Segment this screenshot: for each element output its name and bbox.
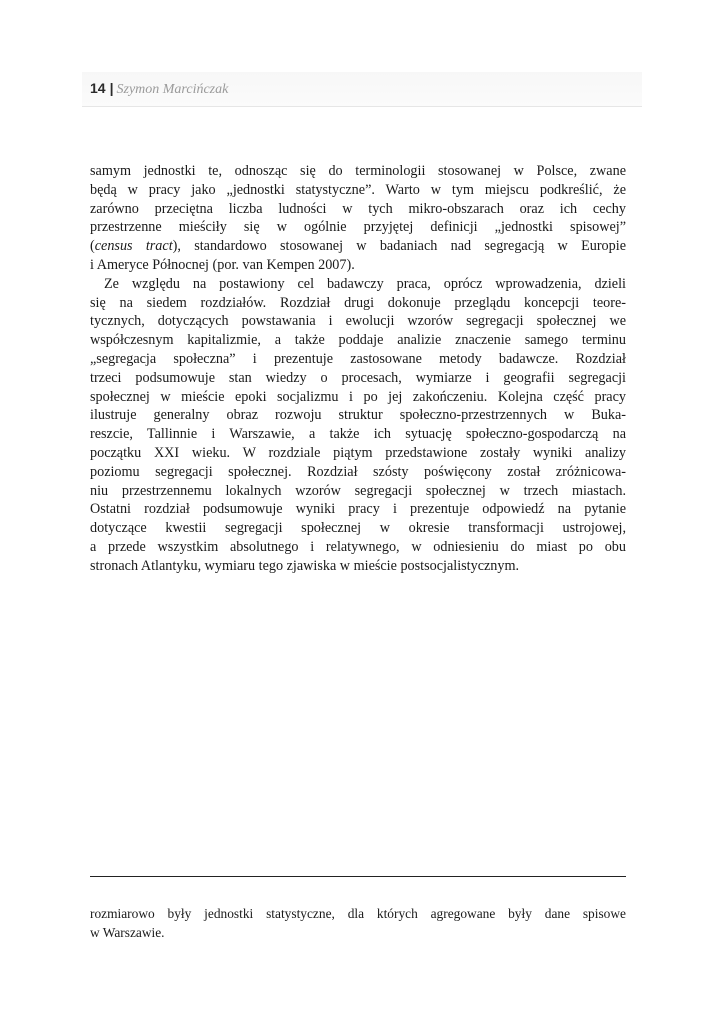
- text-line: Ze względu na postawiony cel badawczy praca, oprócz wprowadzenia, dzieli: [104, 275, 626, 292]
- text-line: a przede wszystkim absolutnego i relatywnego, w odniesieniu do miast po obu: [90, 538, 626, 555]
- running-header: [82, 72, 642, 107]
- text-line: początku XXI wieku. W rozdziale piątym przedstawione zostały wyniki analizy: [90, 444, 626, 461]
- header-author: Szymon Marcińczak: [116, 82, 229, 97]
- page-number: 14: [90, 80, 106, 96]
- text-line: samym jednostki te, odnosząc się do terminologii stosowanej w Polsce, zwane: [90, 163, 626, 179]
- footnote-rule: [90, 876, 626, 877]
- text-line: zarówno przeciętna liczba ludności w tych mikro-obszarach oraz ich cechy: [90, 200, 626, 217]
- text-line: ilustruje generalny obraz rozwoju struktur społeczno-przestrzennych w Buka-: [90, 407, 626, 424]
- text-line: trzeci podsumowuje stan wiedzy o procesach, wymiarze i geografii segregacji: [90, 369, 626, 386]
- main-text: [90, 162, 626, 576]
- text-line: współczesnym kapitalizmie, a także poddaje analizie znaczenie samego terminu: [90, 332, 626, 349]
- footnote-line: rozmiarowo były jednostki statystyczne, dla których agregowane były dane spisowe: [90, 906, 626, 921]
- header-separator: |: [109, 80, 114, 96]
- italic-term: census tract: [94, 238, 173, 255]
- text-line: niu przestrzennemu lokalnych wzorów segregacji społecznej w trzech miastach.: [90, 482, 626, 499]
- text-line: stronach Atlantyku, wymiaru tego zjawiska w mieście postsocjalistycznym.: [90, 557, 520, 574]
- text-line: reszcie, Tallinnie i Warszawie, a także ich sytuację społeczno-gospodarczą na: [90, 426, 626, 443]
- text-line: Ostatni rozdział podsumowuje wyniki pracy i prezentuje odpowiedź na pytanie: [90, 501, 626, 518]
- header-text: [90, 80, 228, 98]
- text-line-census-tract: (census tract), standardowo stosowanej w badaniach nad segregacją w Europie: [90, 238, 626, 255]
- footnote: [90, 905, 626, 943]
- text-line: dotyczące kwestii segregacji społecznej w okresie transformacji ustrojowej,: [90, 520, 626, 537]
- text-line: przestrzenne mieściły się w ogólnie przyjętej definicji „jednostki spisowej”: [90, 219, 626, 236]
- text-line: się na siedem rozdziałów. Rozdział drugi dokonuje przeglądu koncepcji teore-: [90, 294, 626, 311]
- text-line: poziomu segregacji społecznej. Rozdział szósty poświęcony został zróżnicowa-: [90, 463, 626, 480]
- text-line: i Ameryce Północnej (por. van Kempen 2007).: [90, 256, 355, 273]
- text-line: tycznych, dotyczących powstawania i ewolucji wzorów segregacji społecznej we: [90, 313, 626, 330]
- footnote-line: w Warszawie.: [90, 924, 165, 940]
- text-line: społecznej w mieście epoki socjalizmu i po jej zakończeniu. Kolejna część pracy: [90, 388, 626, 405]
- text-line: będą w pracy jako „jednostki statystyczne”. Warto w tym miejscu podkreślić, że: [90, 181, 626, 198]
- text-line: „segregacja społeczna” i prezentuje zastosowane metody badawcze. Rozdział: [90, 350, 626, 367]
